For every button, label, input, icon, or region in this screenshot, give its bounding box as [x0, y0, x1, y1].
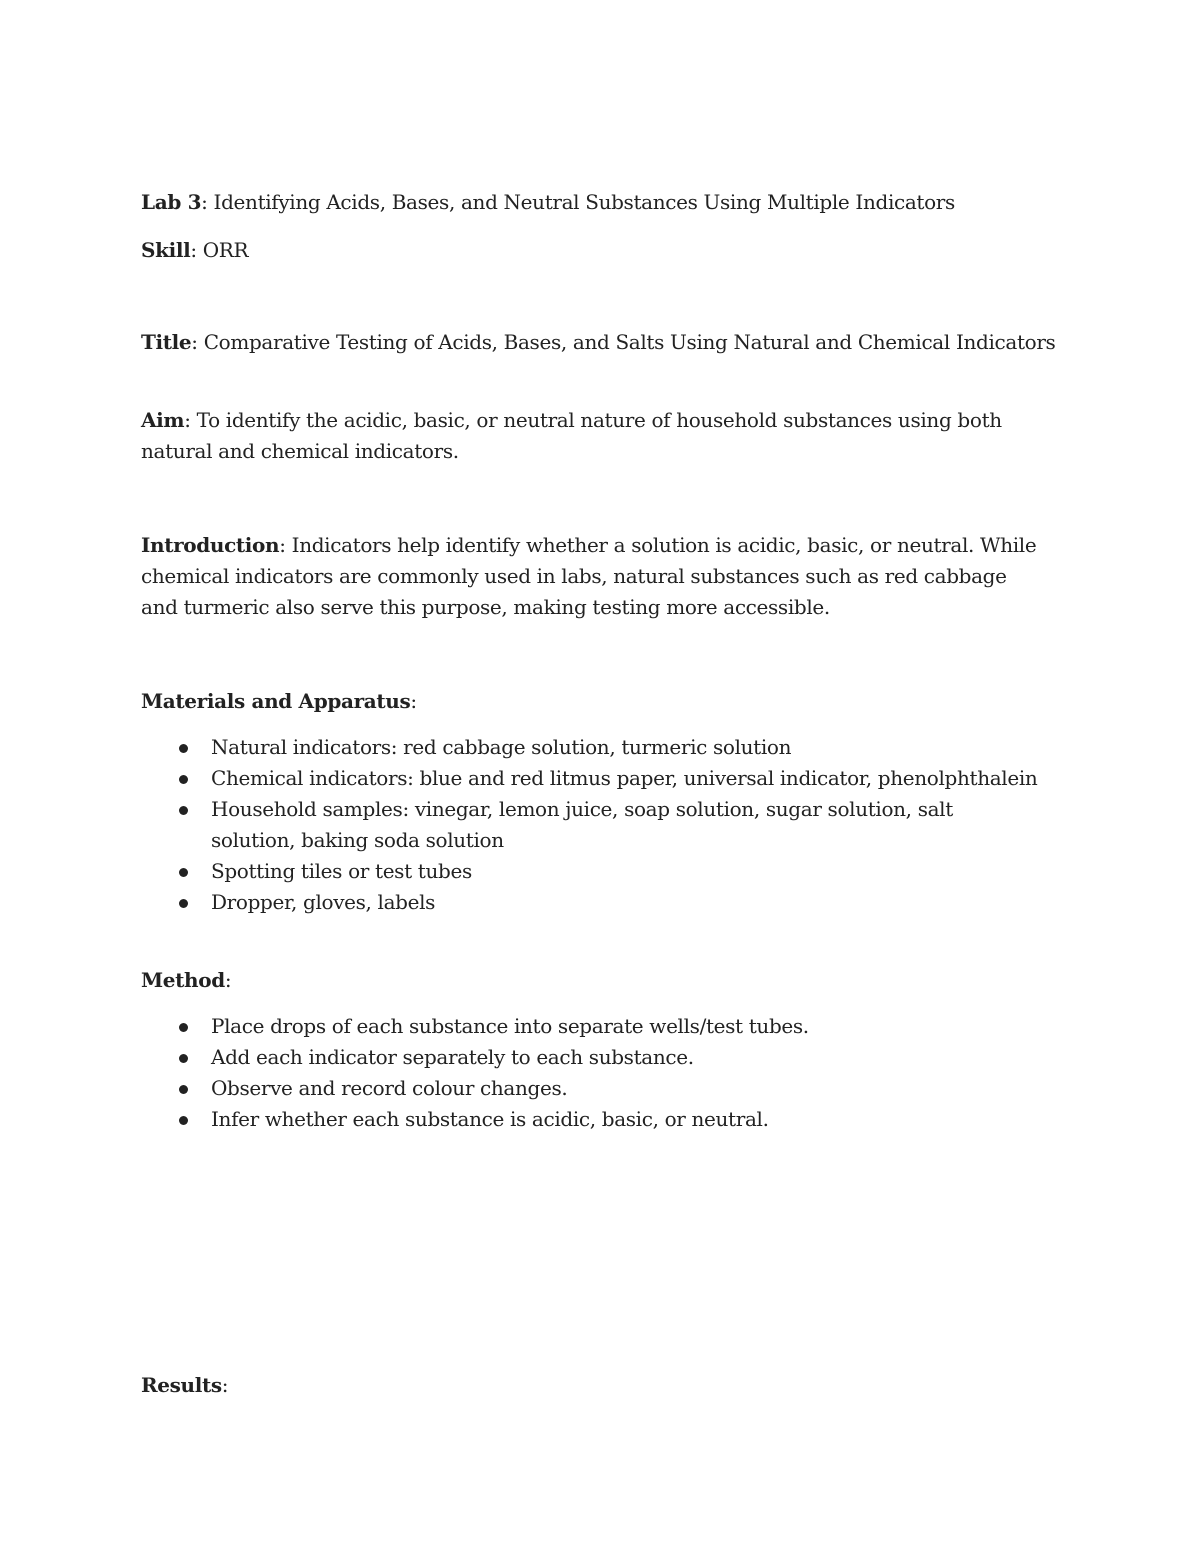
list-item — [141, 763, 1041, 794]
list-item-text: Household samples: vinegar, lemon juice, soap solution, sugar solution, salt solution, baking soda solution — [211, 797, 953, 852]
results-separator: : — [221, 1373, 229, 1397]
skill-label: Skill — [141, 238, 191, 262]
lab-label: Lab 3 — [141, 190, 202, 214]
materials-list — [141, 732, 1041, 918]
list-item — [141, 856, 1041, 887]
list-item — [141, 887, 1041, 918]
title-label: Title — [141, 330, 192, 354]
bullet-icon — [179, 744, 188, 753]
list-item-text: Observe and record colour changes. — [211, 1076, 568, 1100]
lab-separator: : — [201, 190, 214, 214]
method-heading — [141, 965, 231, 996]
bullet-icon — [179, 806, 188, 815]
results-label: Results — [141, 1373, 222, 1397]
title-line — [141, 327, 1055, 358]
skill-text: ORR — [202, 238, 249, 262]
bullet-icon — [179, 1116, 188, 1125]
bullet-icon — [179, 868, 188, 877]
aim-separator: : — [184, 408, 197, 432]
title-separator: : — [191, 330, 204, 354]
list-item-text: Place drops of each substance into separate wells/test tubes. — [211, 1014, 809, 1038]
list-item — [141, 1011, 1041, 1042]
list-item — [141, 1104, 1041, 1135]
list-item-text: Dropper, gloves, labels — [211, 890, 436, 914]
list-item-text: Natural indicators: red cabbage solution, turmeric solution — [211, 735, 792, 759]
list-item-text: Add each indicator separately to each substance. — [211, 1045, 694, 1069]
aim-text: To identify the acidic, basic, or neutral nature of household substances using both natural and chemical indicators. — [141, 408, 1002, 463]
list-item — [141, 1073, 1041, 1104]
bullet-icon — [179, 899, 188, 908]
bullet-icon — [179, 1085, 188, 1094]
materials-heading — [141, 686, 417, 717]
materials-separator: : — [410, 689, 417, 713]
materials-label: Materials and Apparatus — [141, 689, 411, 713]
method-separator: : — [224, 968, 232, 992]
aim-paragraph — [141, 405, 1046, 467]
bullet-icon — [179, 775, 188, 784]
list-item-text: Chemical indicators: blue and red litmus paper, universal indicator, phenolphthalein — [211, 766, 1038, 790]
aim-label: Aim — [141, 408, 185, 432]
bullet-icon — [179, 1023, 188, 1032]
title-text: Comparative Testing of Acids, Bases, and Salts Using Natural and Chemical Indicators — [203, 330, 1056, 354]
skill-separator: : — [190, 238, 203, 262]
list-item-text: Infer whether each substance is acidic, basic, or neutral. — [211, 1107, 769, 1131]
list-item-text: Spotting tiles or test tubes — [211, 859, 472, 883]
list-item — [141, 794, 1041, 856]
introduction-paragraph — [141, 530, 1046, 623]
list-item — [141, 732, 1041, 763]
method-list — [141, 1011, 1041, 1135]
introduction-separator: : — [279, 533, 292, 557]
introduction-text: Indicators help identify whether a solution is acidic, basic, or neutral. While chemical indicators are commonly used in labs, natural substances such as red cabbage and turmeric also serve this purpose, making testing more accessible. — [141, 533, 1037, 619]
method-label: Method — [141, 968, 225, 992]
introduction-label: Introduction — [141, 533, 280, 557]
bullet-icon — [179, 1054, 188, 1063]
results-heading — [141, 1370, 228, 1401]
lab-text: Identifying Acids, Bases, and Neutral Substances Using Multiple Indicators — [213, 190, 955, 214]
skill-line — [141, 235, 248, 266]
lab-heading — [141, 187, 955, 218]
list-item — [141, 1042, 1041, 1073]
